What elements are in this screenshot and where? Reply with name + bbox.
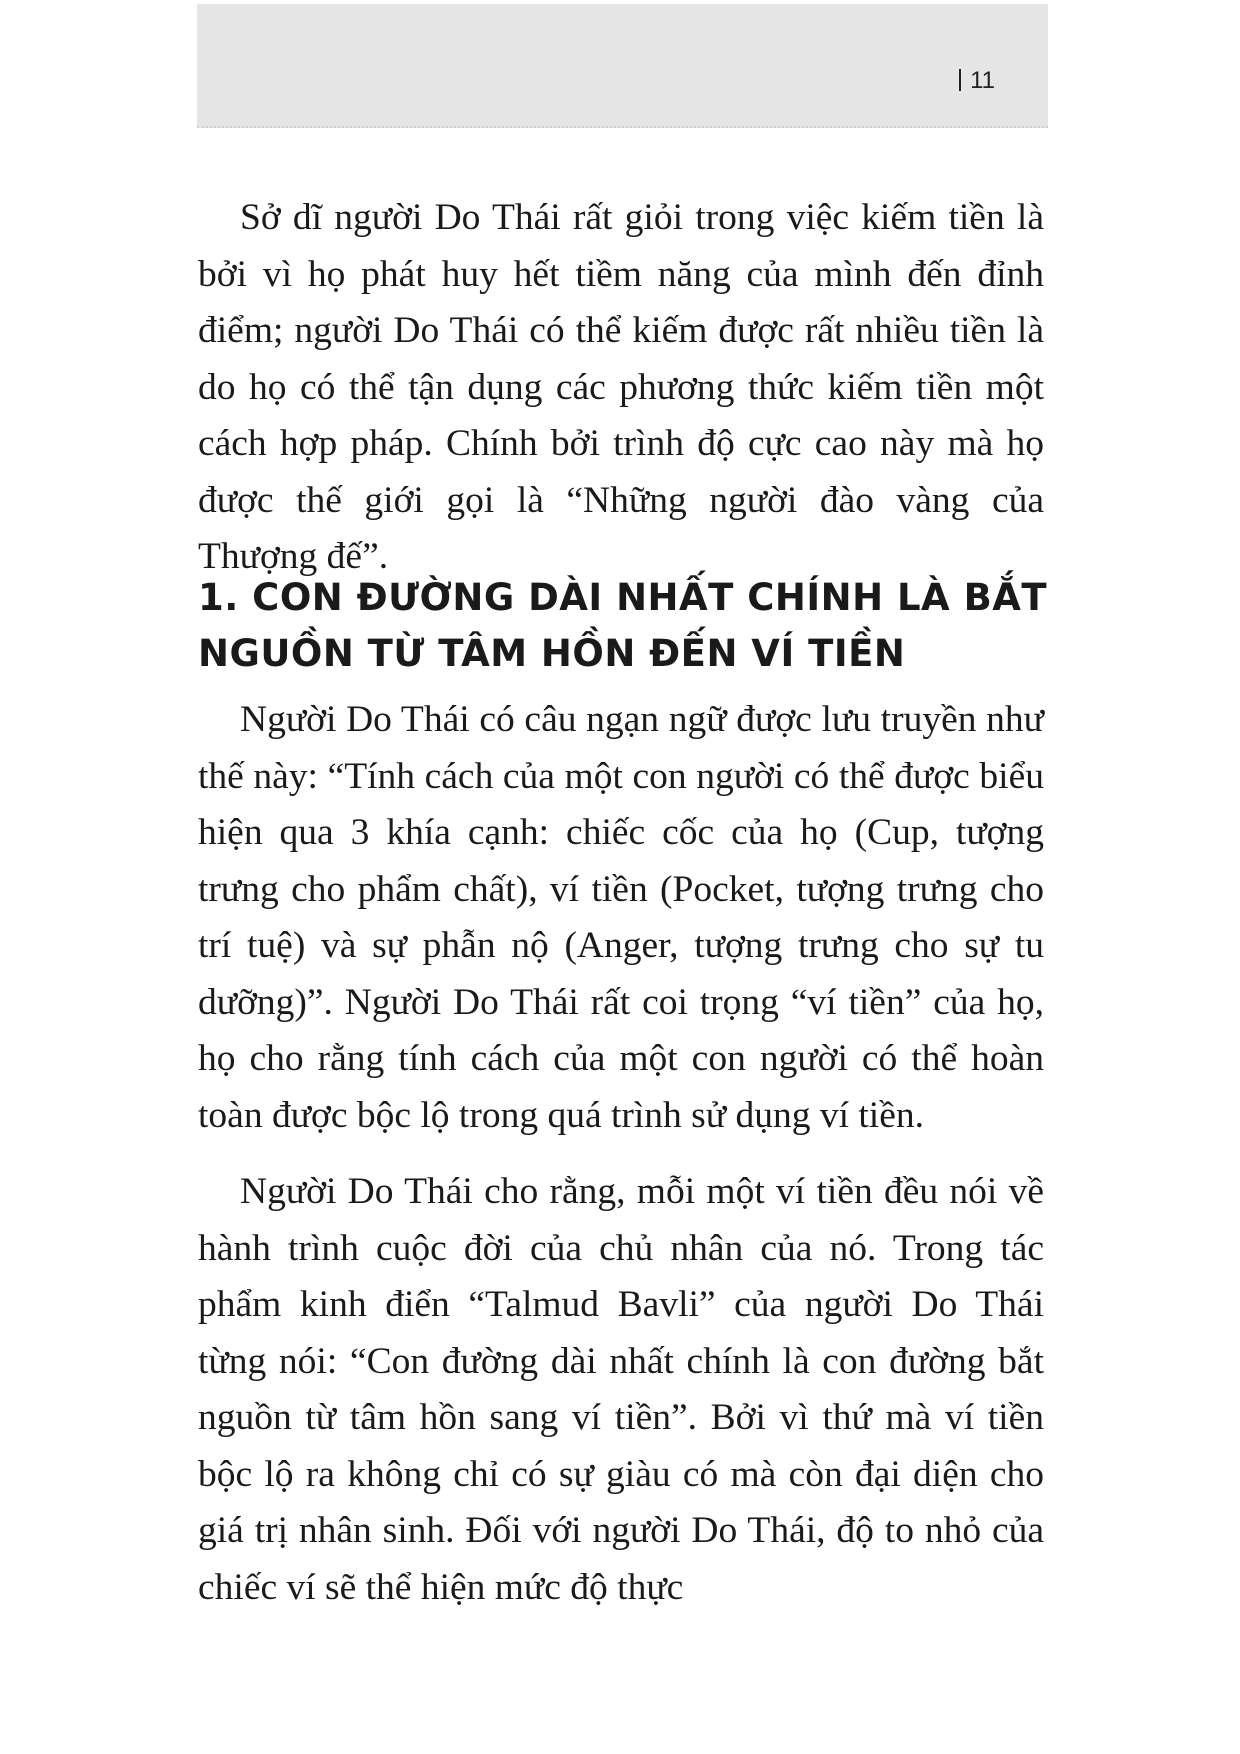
page-header-band bbox=[197, 4, 1048, 128]
section-text-block bbox=[198, 692, 1044, 1616]
intro-paragraph: Sở dĩ người Do Thái rất giỏi trong việc kiếm tiền là bởi vì họ phát huy hết tiềm năng của mình đến đỉnh điểm; người Do Thái có thể kiếm được rất nhiều tiền là do họ có thể tận dụng các phương thức kiếm tiền một cách hợp pháp. Chính bởi trình độ cực cao này mà họ được thế giới gọi là “Những người đào vàng của Thượng đế”. bbox=[198, 197, 1044, 577]
page-number-divider bbox=[959, 69, 961, 91]
section-heading: 1. CON ĐƯỜNG DÀI NHẤT CHÍNH LÀ BẮT NGUỒN TỪ TÂM HỒN ĐẾN VÍ TIỀN bbox=[198, 576, 1048, 675]
body-paragraph: Người Do Thái cho rằng, mỗi một ví tiền đều nói về hành trình cuộc đời của chủ nhân của nó. Trong tác phẩm kinh điển “Talmud Bavli” của người Do Thái từng nói: “Con đường dài nhất chính là con đường bắt nguồn từ tâm hồn sang ví tiền”. Bởi vì thứ mà ví tiền bộc lộ ra không chỉ có sự giàu có mà còn đại diện cho giá trị nhân sinh. Đối với người Do Thái, độ to nhỏ của chiếc ví sẽ thể hiện mức độ thực bbox=[198, 1171, 1044, 1608]
page-number bbox=[959, 67, 995, 95]
body-paragraph: Người Do Thái có câu ngạn ngữ được lưu truyền như thế này: “Tính cách của một con người có thể được biểu hiện qua 3 khía cạnh: chiếc cốc của họ (Cup, tượng trưng cho phẩm chất), ví tiền (Pocket, tượng trưng cho trí tuệ) và sự phẫn nộ (Anger, tượng trưng cho sự tu dưỡng)”. Người Do Thái rất coi trọng “ví tiền” của họ, họ cho rằng tính cách của một con người có thể hoàn toàn được bộc lộ trong quá trình sử dụng ví tiền. bbox=[198, 699, 1044, 1136]
intro-text-block bbox=[198, 190, 1044, 586]
page-number-value: 11 bbox=[970, 67, 995, 94]
